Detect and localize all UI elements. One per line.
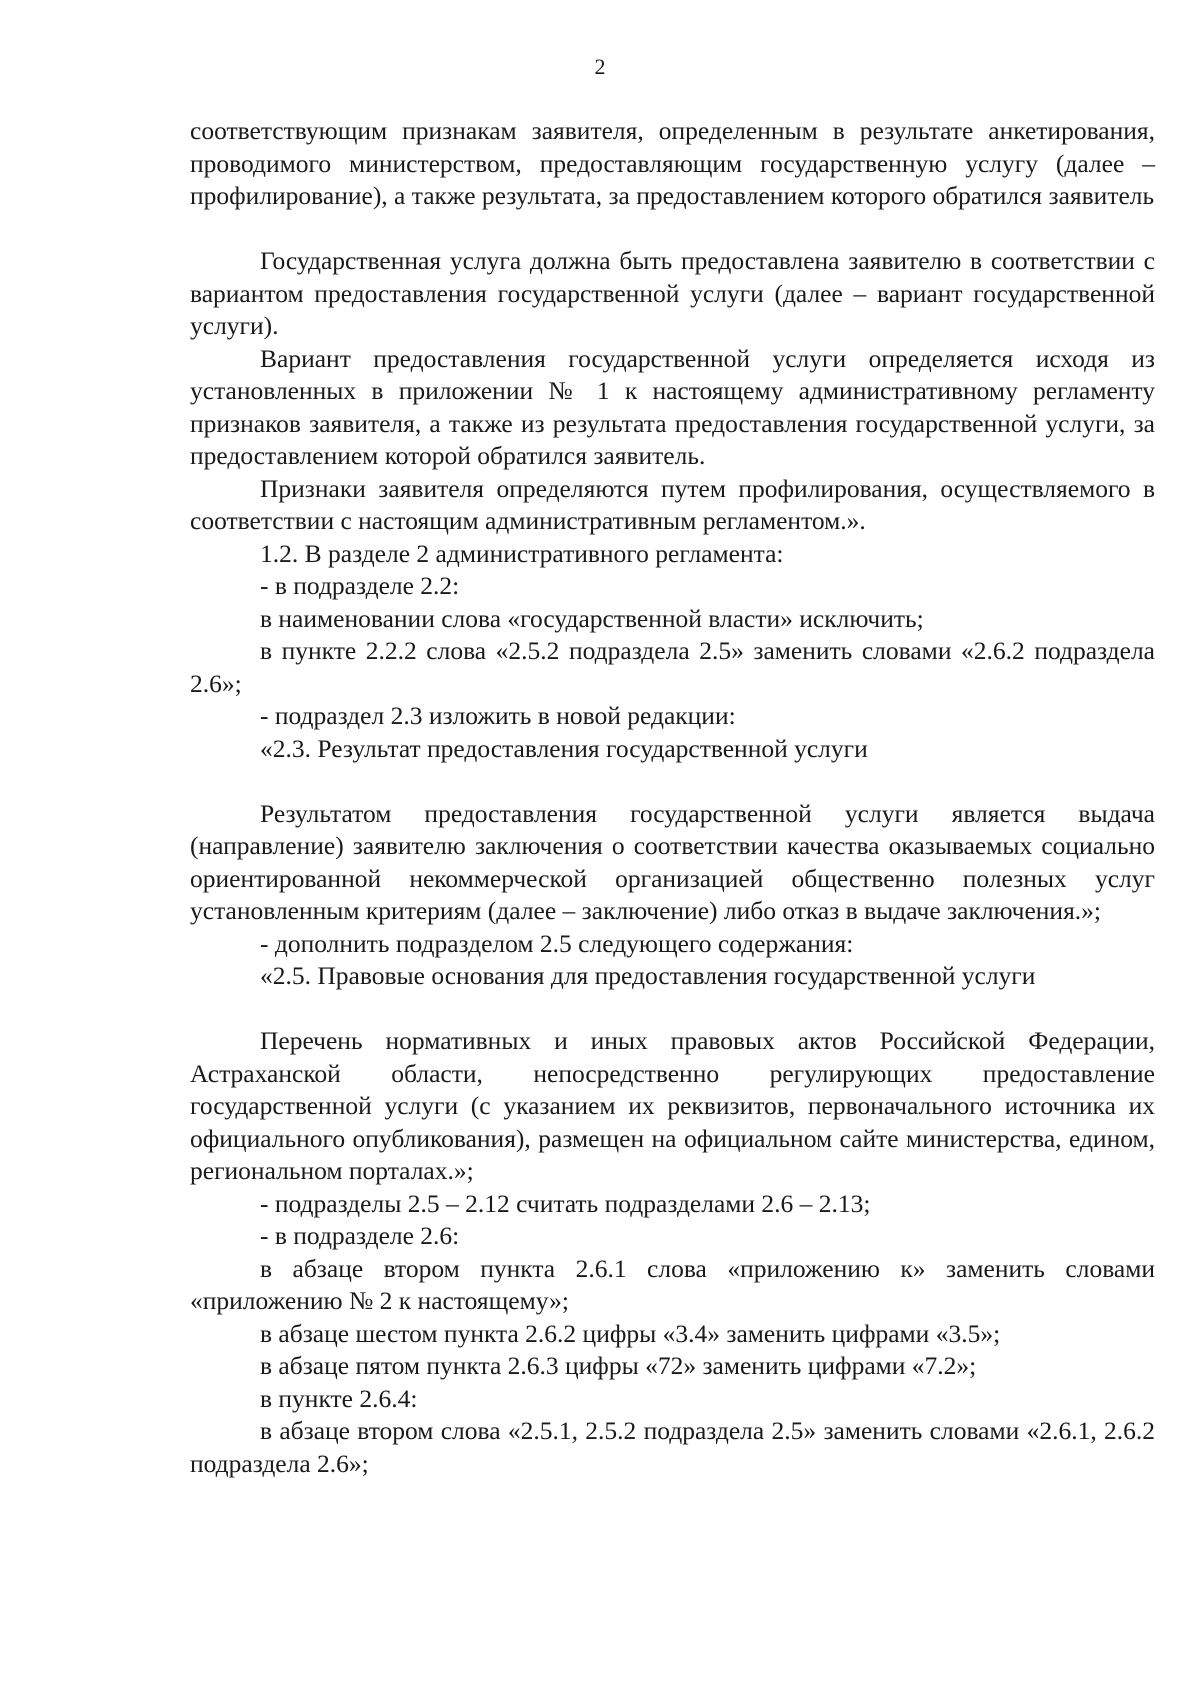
paragraph: Результатом предоставления государственной услуги является выдача (направление) заявителю заключения о соответствии качества оказываемых социально ориентированной некоммерческой организацией общественно полезных услуг установленным критериям (далее – заключение) либо отказ в выдаче заключения.»;	[190, 798, 1155, 925]
paragraph: в абзаце втором слова «2.5.1, 2.5.2 подраздела 2.5» заменить словами «2.6.1, 2.6.2 подраздела 2.6»;	[190, 1416, 1155, 1478]
paragraph: 1.2. В разделе 2 административного регламента:	[260, 538, 784, 568]
paragraph: «2.5. Правовые основания для предоставления государственной услуги	[260, 961, 1036, 990]
paragraph: Перечень нормативных и иных правовых актов Российской Федерации, Астраханской области, непосредственно регулирующих предоставление государственной услуги (с указанием их реквизитов, первоначального источника их официального опубликования), размещен на официальном сайте министерства, едином, региональном порталах.»;	[190, 1026, 1155, 1185]
paragraph: - в подразделе 2.2:	[260, 571, 460, 600]
paragraph: в абзаце шестом пункта 2.6.2 цифры «3.4» заменить цифрами «3.5»;	[260, 1318, 1001, 1348]
paragraph: в наименовании слова «государственной власти» исключить;	[260, 603, 924, 633]
paragraph: Признаки заявителя определяются путем профилирования, осуществляемого в соответствии с настоящим административным регламентом.».	[190, 473, 1155, 535]
paragraph: в абзаце пятом пункта 2.6.3 цифры «72» заменить цифрами «7.2»;	[260, 1351, 977, 1380]
paragraph: в пункте 2.6.4:	[260, 1383, 418, 1413]
paragraph: соответствующим признакам заявителя, определенным в результате анкетирования, проводимого министерством, предоставляющим государственную услугу (далее – профилирование), а также результата, за предоставлением которого обратился заявитель	[190, 116, 1155, 210]
page-number: 2	[594, 54, 606, 79]
paragraph: в абзаце втором пункта 2.6.1 слова «приложению к» заменить словами «приложению № 2 к настоящему»;	[190, 1253, 1155, 1315]
paragraph: Государственная услуга должна быть предоставлена заявителю в соответствии с вариантом предоставления государственной услуги (далее – вариант государственной услуги).	[190, 246, 1155, 340]
paragraph: - подразделы 2.5 – 2.12 считать подразделами 2.6 – 2.13;	[260, 1188, 871, 1218]
paragraph: - дополнить подразделом 2.5 следующего содержания:	[260, 928, 854, 958]
paragraph: Вариант предоставления государственной услуги определяется исходя из установленных в приложении № 1 к настоящему административному регламенту признаков заявителя, а также из результата предоставления государственной услуги, за предоставлением которой обратился заявитель.	[190, 343, 1155, 470]
paragraph: «2.3. Результат предоставления государственной услуги	[260, 733, 868, 763]
paragraph: в пункте 2.2.2 слова «2.5.2 подраздела 2.5» заменить словами «2.6.2 подраздела 2.6»;	[190, 636, 1155, 698]
document-body	[190, 115, 1155, 1480]
paragraph: - в подразделе 2.6:	[260, 1221, 460, 1250]
paragraph: - подраздел 2.3 изложить в новой редакции:	[260, 701, 736, 730]
